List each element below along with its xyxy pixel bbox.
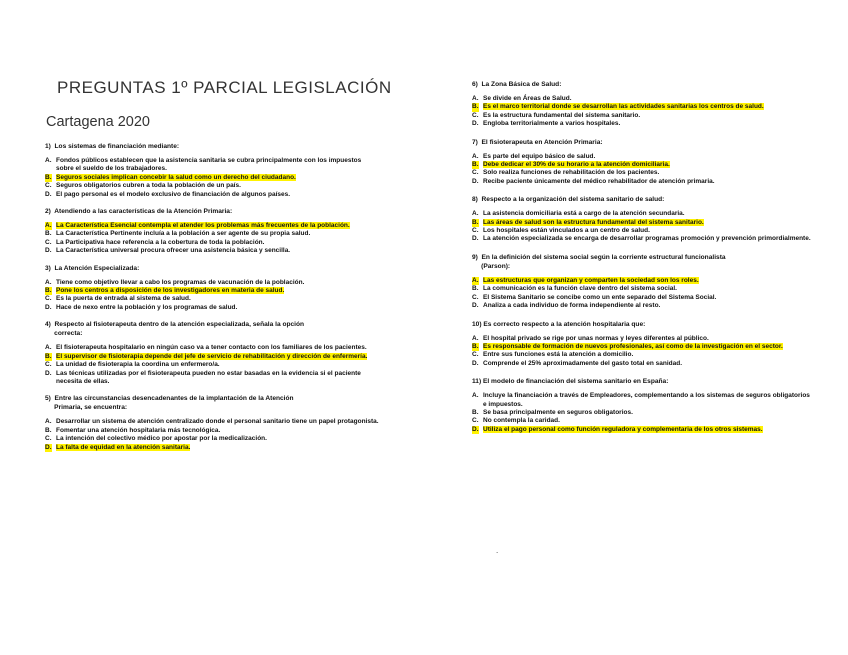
answer-option — [472, 112, 812, 120]
answer-option — [472, 178, 812, 186]
answer-option — [45, 361, 380, 369]
option-letter: A. — [472, 210, 479, 218]
option-text: Es parte del equipo básico de salud. — [483, 152, 596, 160]
highlighted-answer-text: Es el marco territorial donde se desarrollan las actividades sanitarias los centros de salud. — [483, 103, 764, 111]
question-block — [472, 377, 812, 434]
option-letter: B. — [45, 230, 52, 238]
answer-option — [45, 230, 380, 238]
option-list — [45, 418, 380, 452]
option-letter: C. — [45, 361, 52, 369]
question-block — [45, 207, 380, 256]
option-letter: D. — [472, 302, 479, 310]
option-letter: A. — [45, 157, 52, 164]
answer-option — [472, 343, 812, 351]
answer-option — [45, 295, 380, 303]
option-list — [45, 344, 380, 386]
question-text: 6) La Zona Básica de Salud: — [472, 81, 562, 88]
option-text: Es la estructura fundamental del sistema sanitario. — [483, 111, 641, 119]
option-letter: C. — [472, 417, 479, 425]
question-block — [45, 142, 380, 199]
answer-option — [472, 235, 812, 243]
question-block — [45, 264, 380, 313]
option-text: Entre sus funciones está la atención a domicilio. — [483, 351, 634, 359]
question-text: 1) Los sistemas de financiación mediante: — [45, 143, 180, 150]
question-text: 10) Es correcto respecto a la atención hospitalaria que: — [472, 320, 646, 328]
option-text: Desarrollar un sistema de atención centralizado donde el personal sanitario tiene un papel protagonista. — [56, 418, 379, 426]
option-text: Las técnicas utilizadas por el fisioterapeuta pueden no estar basadas en la evidencia si el paciente necesita de ellas. — [56, 369, 361, 385]
answer-option — [45, 222, 380, 230]
option-text: El hospital privado se rige por unas normas y leyes diferentes al público. — [483, 334, 709, 342]
answer-option — [472, 285, 812, 293]
answer-option — [472, 161, 812, 169]
answer-option — [472, 426, 812, 434]
answer-option — [45, 191, 380, 199]
option-text: Solo realiza funciones de rehabilitación de los pacientes. — [483, 169, 660, 177]
answer-option — [472, 120, 812, 128]
option-text: La Participativa hace referencia a la cobertura de toda la población. — [56, 238, 265, 246]
option-letter: C. — [45, 182, 52, 190]
option-text: Seguros obligatorios cubren a toda la población de un país. — [56, 182, 241, 190]
option-letter: D. — [472, 177, 479, 185]
option-letter: B. — [472, 218, 479, 226]
answer-option — [472, 103, 812, 111]
answer-option — [45, 239, 380, 247]
question-text: 8) Respecto a la organización del sistema sanitario de salud: — [472, 196, 665, 204]
highlighted-answer-text: Seguros sociales implican concebir la salud como un derecho del ciudadano. — [56, 173, 296, 181]
question-block — [472, 80, 812, 129]
question-text: 7) El fisioterapeuta en Atención Primaria: — [472, 138, 603, 146]
answer-option — [472, 227, 812, 235]
option-letter: A. — [472, 334, 479, 342]
option-text: Analiza a cada individuo de forma independiente al resto. — [483, 302, 661, 310]
option-text: Se basa principalmente en seguros obligatorios. — [483, 408, 633, 416]
option-list — [45, 279, 380, 313]
highlighted-answer-text: La falta de equidad en la atención sanitaria. — [56, 443, 191, 451]
highlighted-answer-text: Debe dedicar el 30% de su horario a la atención domiciliaria. — [483, 161, 670, 169]
option-letter: B. — [45, 173, 52, 181]
answer-option — [45, 427, 380, 435]
highlighted-answer-text: Pone los centros a disposición de los investigadores en materia de salud. — [56, 287, 285, 295]
option-letter: D. — [45, 190, 52, 198]
answer-option — [472, 153, 812, 161]
option-letter: A. — [45, 222, 52, 230]
option-text: La Característica universal procura ofrecer una asistencia básica y sencilla. — [56, 247, 291, 255]
question-block — [45, 320, 380, 386]
option-letter: A. — [45, 344, 52, 352]
answer-option — [45, 353, 380, 361]
option-letter: A. — [472, 95, 479, 102]
option-list — [472, 392, 812, 434]
question-text: 4) Respecto al fisioterapeuta dentro de la atención especializada, señala la opción correcta: — [45, 321, 305, 338]
question-block — [472, 320, 812, 369]
answer-option — [472, 409, 812, 417]
option-text: Fondos públicos establecen que la asistencia sanitaria se cubra principalmente con los impuestos sobre el sueldo de los trabajadores. — [56, 157, 362, 173]
option-text: La Característica Pertinente incluía a la población a ser agente de su propia salud. — [56, 230, 311, 238]
option-text: La comunicación es la función clave dentro del sistema social. — [483, 285, 677, 293]
question-block — [472, 253, 812, 311]
option-letter: B. — [472, 342, 479, 350]
option-text: Tiene como objetivo llevar a cabo los programas de vacunación de la población. — [56, 278, 305, 286]
option-letter: C. — [45, 435, 52, 443]
option-text: La atención especializada se encarga de desarrollar programas promoción y prevención primordialmente. — [483, 235, 811, 243]
question-text: 11) El modelo de financiación del sistema sanitario en España: — [472, 378, 669, 386]
option-text: Hace de nexo entre la población y los programas de salud. — [56, 303, 238, 311]
option-letter: A. — [472, 392, 479, 400]
option-letter: D. — [45, 369, 52, 377]
option-list — [472, 210, 812, 244]
option-letter: A. — [472, 152, 479, 160]
option-text: Los hospitales están vinculados a un centro de salud. — [483, 227, 650, 235]
option-text: La asistencia domiciliaria está a cargo de la atención secundaria. — [483, 210, 685, 218]
answer-option — [45, 370, 380, 387]
option-letter: D. — [472, 120, 479, 128]
answer-option — [45, 279, 380, 287]
answer-option — [45, 435, 380, 443]
answer-option — [472, 219, 812, 227]
option-letter: C. — [472, 169, 479, 177]
answer-option — [472, 277, 812, 285]
option-text: Se divide en Áreas de Salud. — [483, 95, 572, 102]
answer-option — [472, 302, 812, 310]
option-letter: C. — [45, 238, 52, 246]
question-text: 5) Entre las circunstancias desencadenantes de la implantación de la Atención Primaria, se encuentra: — [45, 395, 294, 412]
answer-option — [45, 157, 380, 174]
question-text: 3) La Atención Especializada: — [45, 264, 140, 272]
option-letter: A. — [45, 418, 52, 426]
option-letter: B. — [472, 285, 479, 293]
option-letter: B. — [472, 161, 479, 169]
option-letter: C. — [472, 293, 479, 301]
option-text: El pago personal es el modelo exclusivo de financiación de algunos países. — [56, 190, 291, 198]
option-text: Incluye la financiación a través de Empleadores, complementando a los sistemas de seguros obligatorios e impuestos. — [483, 392, 810, 408]
option-letter: C. — [472, 227, 479, 235]
option-letter: D. — [45, 247, 52, 255]
option-letter: D. — [45, 443, 52, 451]
footer-mark: . — [496, 546, 499, 555]
highlighted-answer-text: La Característica Esencial contempla el atender los problemas más frecuentes de la población. — [56, 222, 350, 230]
option-letter: B. — [45, 426, 52, 434]
highlighted-answer-text: Las áreas de salud son la estructura fundamental del sistema sanitario. — [483, 218, 704, 226]
answer-option — [45, 287, 380, 295]
highlighted-answer-text: Las estructuras que organizan y comparten la sociedad son los roles. — [483, 276, 699, 284]
option-letter: C. — [472, 351, 479, 359]
option-list — [472, 335, 812, 369]
option-text: Es la puerta de entrada al sistema de salud. — [56, 295, 191, 303]
question-block — [472, 138, 812, 187]
left-column — [45, 142, 380, 452]
right-column — [472, 80, 812, 434]
question-block — [472, 195, 812, 244]
highlighted-answer-text: Es responsable de formación de nuevos profesionales, así como de la investigación en el sector. — [483, 342, 783, 350]
option-letter: B. — [472, 103, 479, 111]
answer-option — [472, 294, 812, 302]
answer-option — [45, 182, 380, 190]
option-letter: A. — [472, 276, 479, 284]
option-text: La intención del colectivo médico por apostar por la medicalización. — [56, 435, 267, 443]
option-letter: B. — [45, 287, 52, 295]
answer-option — [472, 417, 812, 425]
option-text: La unidad de fisioterapia la coordina un enfermero/a. — [56, 361, 220, 369]
answer-option — [472, 335, 812, 343]
document-title: PREGUNTAS 1º PARCIAL LEGISLACIÓN — [57, 78, 392, 97]
option-text: No contempla la caridad. — [483, 417, 560, 425]
option-list — [472, 277, 812, 311]
question-block — [45, 394, 380, 452]
answer-option — [472, 351, 812, 359]
option-letter: C. — [472, 111, 479, 119]
highlighted-answer-text: Utiliza el pago personal como función reguladora y complementaria de los otros sistemas. — [483, 425, 763, 433]
answer-option — [472, 392, 812, 409]
highlighted-answer-text: El supervisor de fisioterapia depende del jefe de servicio de rehabilitación y dirección de enfermería. — [56, 352, 368, 360]
option-letter: A. — [45, 278, 52, 286]
answer-option — [472, 210, 812, 218]
answer-option — [472, 360, 812, 368]
answer-option — [472, 95, 812, 103]
document-subtitle: Cartagena 2020 — [46, 114, 150, 130]
question-text: 2) Atendiendo a las características de la Atención Primaria: — [45, 208, 233, 216]
option-letter: D. — [472, 425, 479, 433]
answer-option — [45, 174, 380, 182]
option-letter: B. — [45, 352, 52, 360]
option-list — [45, 157, 380, 199]
answer-option — [45, 304, 380, 312]
question-text: 9) En la definición del sistema social según la corriente estructural funcionalista (Parson): — [472, 253, 726, 270]
option-text: El fisioterapeuta hospitalario en ningún caso va a tener contacto con los familiares de los pacientes. — [56, 344, 367, 352]
option-letter: D. — [472, 235, 479, 243]
option-letter: B. — [472, 408, 479, 416]
option-letter: C. — [45, 295, 52, 303]
option-list — [472, 153, 812, 187]
answer-option — [45, 247, 380, 255]
option-list — [472, 95, 812, 129]
answer-option — [45, 344, 380, 352]
option-text: Fomentar una atención hospitalaria más tecnológica. — [56, 426, 221, 434]
option-letter: D. — [45, 303, 52, 311]
option-text: Recibe paciente únicamente del médico rehabilitador de atención primaria. — [483, 177, 715, 185]
option-letter: D. — [472, 359, 479, 367]
option-text: Comprende el 25% aproximadamente del gasto total en sanidad. — [483, 359, 683, 367]
answer-option — [45, 418, 380, 426]
option-text: El Sistema Sanitario se concibe como un ente separado del Sistema Social. — [483, 293, 717, 301]
option-text: Engloba territorialmente a varios hospitales. — [483, 120, 621, 128]
answer-option — [45, 444, 380, 452]
option-list — [45, 222, 380, 256]
answer-option — [472, 169, 812, 177]
